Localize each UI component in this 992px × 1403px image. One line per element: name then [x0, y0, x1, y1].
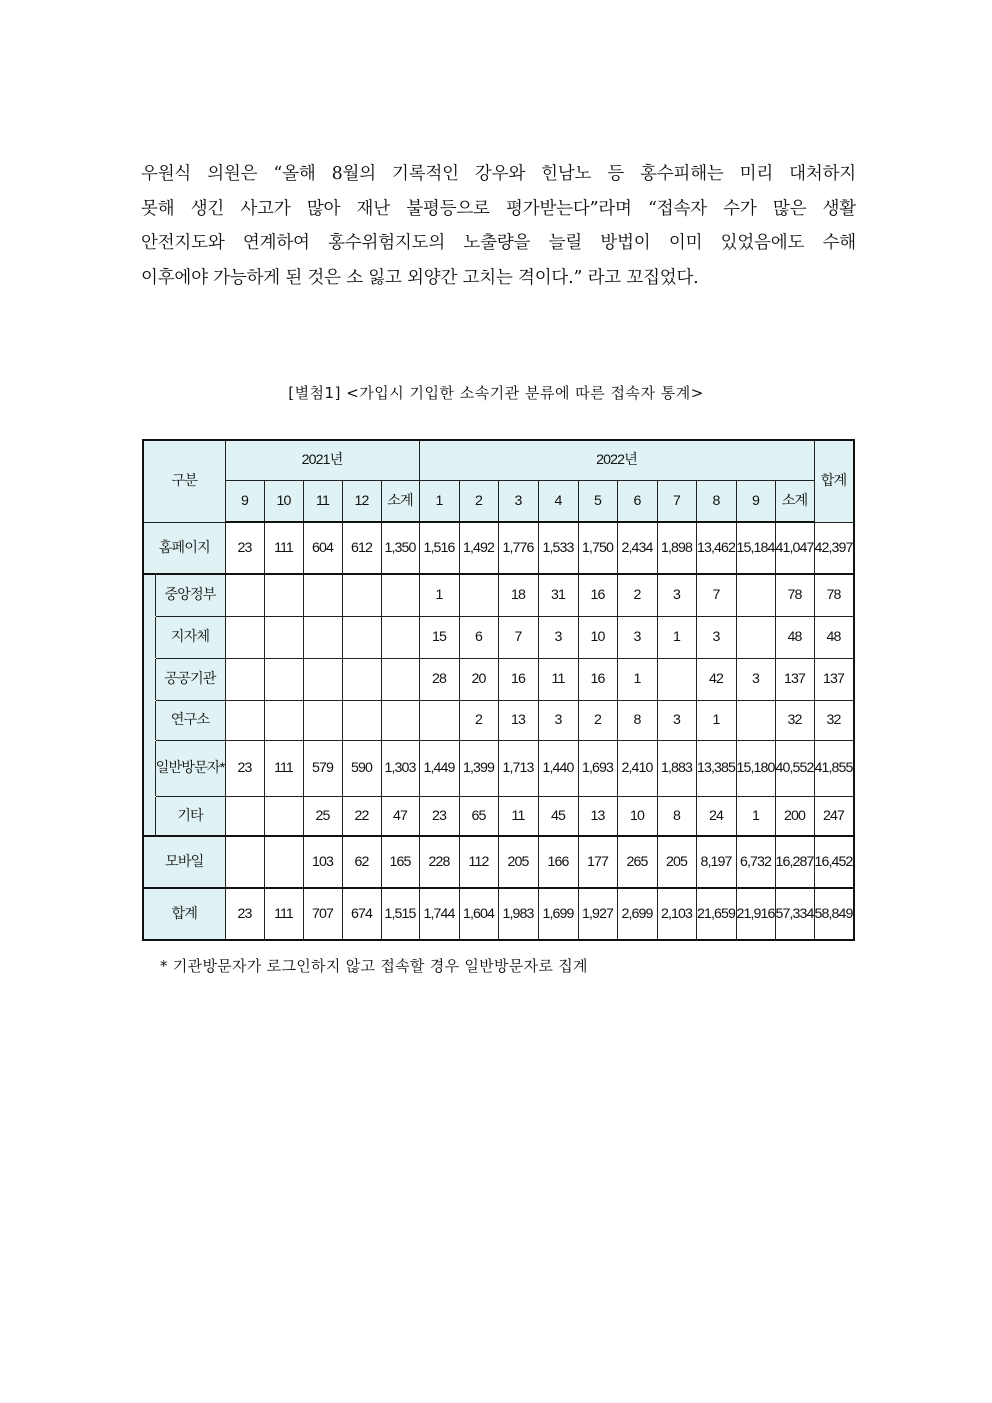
table-cell	[381, 574, 419, 616]
table-cell: 579	[303, 740, 342, 796]
paragraph-line: 안전지도와 연계하여 홍수위험지도의 노출량을 늘릴 방법이 이미 있었음에도 수해	[141, 233, 856, 253]
table-cell: 1,693	[578, 740, 617, 796]
table-cell: 1,776	[498, 522, 538, 574]
table-cell	[381, 616, 419, 658]
table-cell	[381, 658, 419, 700]
table-cell: 23	[419, 796, 459, 836]
table-cell: 10	[578, 616, 617, 658]
table-cell: 3	[657, 574, 696, 616]
indent-spacer	[143, 700, 155, 740]
table-cell: 11	[498, 796, 538, 836]
month-header: 5	[578, 480, 617, 522]
table-cell: 111	[264, 740, 303, 796]
table-cell: 7	[498, 616, 538, 658]
table-cell	[225, 658, 264, 700]
paragraph-line: 이후에야 가능하게 된 것은 소 잃고 외양간 고치는 격이다.” 라고 꼬집었다.	[141, 267, 699, 288]
table-cell: 23	[225, 522, 264, 574]
table-cell: 10	[617, 796, 657, 836]
table-cell: 1,515	[381, 888, 419, 940]
indent-spacer	[143, 740, 155, 796]
table-cell: 612	[342, 522, 381, 574]
table-row	[143, 836, 854, 888]
month-header: 9	[225, 480, 264, 522]
table-cell: 1	[736, 796, 775, 836]
table-cell	[225, 836, 264, 888]
table-cell: 24	[696, 796, 736, 836]
table-cell: 32	[775, 700, 814, 740]
footnote: * 기관방문자가 로그인하지 않고 접속할 경우 일반방문자로 집계	[160, 957, 588, 975]
table-cell: 18	[498, 574, 538, 616]
row-label: 공공기관	[155, 658, 225, 700]
month-header: 8	[696, 480, 736, 522]
table-cell	[736, 616, 775, 658]
table-cell	[225, 796, 264, 836]
table-cell: 23	[225, 740, 264, 796]
table-cell: 228	[419, 836, 459, 888]
table-cell: 13,462	[696, 522, 736, 574]
table-row	[143, 658, 854, 700]
table-cell: 707	[303, 888, 342, 940]
table-cell: 137	[775, 658, 814, 700]
table-cell: 21,659	[696, 888, 736, 940]
table-cell: 58,849	[814, 888, 854, 940]
table-cell: 112	[459, 836, 498, 888]
table-cell: 13,385	[696, 740, 736, 796]
table-cell: 2	[578, 700, 617, 740]
table-cell: 1,449	[419, 740, 459, 796]
table-cell	[381, 700, 419, 740]
table-cell: 1	[657, 616, 696, 658]
table-cell	[342, 574, 381, 616]
table-cell	[459, 574, 498, 616]
table-cell: 48	[775, 616, 814, 658]
table-cell: 65	[459, 796, 498, 836]
table-cell: 6	[459, 616, 498, 658]
table-cell: 2	[617, 574, 657, 616]
month-header: 1	[419, 480, 459, 522]
header-total: 합계	[814, 440, 854, 522]
header-category: 구분	[143, 440, 225, 522]
subtotal-header: 소계	[381, 480, 419, 522]
indent-spacer	[143, 574, 155, 616]
table-cell: 16,452	[814, 836, 854, 888]
table-cell: 8	[617, 700, 657, 740]
table-cell: 1,713	[498, 740, 538, 796]
table-cell: 3	[538, 700, 578, 740]
table-row	[143, 796, 854, 836]
table-cell: 22	[342, 796, 381, 836]
table-cell	[303, 616, 342, 658]
indent-spacer	[143, 796, 155, 836]
table-cell	[736, 700, 775, 740]
table-cell: 166	[538, 836, 578, 888]
table-cell: 1,440	[538, 740, 578, 796]
month-header: 9	[736, 480, 775, 522]
table-row	[143, 888, 854, 940]
table-cell: 177	[578, 836, 617, 888]
row-label: 기타	[155, 796, 225, 836]
table-cell: 13	[578, 796, 617, 836]
table-cell: 3	[657, 700, 696, 740]
table-cell: 78	[775, 574, 814, 616]
table-cell: 1,750	[578, 522, 617, 574]
table-cell: 590	[342, 740, 381, 796]
paragraph-line: 우원식 의원은 “올해 8월의 기록적인 강우와 힌남노 등 홍수피해는 미리 대처하지	[141, 164, 856, 184]
month-header: 6	[617, 480, 657, 522]
header-year-2021: 2021년	[225, 440, 419, 480]
table-cell: 6,732	[736, 836, 775, 888]
table-cell: 31	[538, 574, 578, 616]
table-cell: 1,533	[538, 522, 578, 574]
table-cell	[419, 700, 459, 740]
table-cell	[225, 616, 264, 658]
table-cell: 1,604	[459, 888, 498, 940]
table-cell: 205	[657, 836, 696, 888]
table-cell: 3	[736, 658, 775, 700]
table-cell: 674	[342, 888, 381, 940]
table-cell: 15	[419, 616, 459, 658]
table-cell: 40,552	[775, 740, 814, 796]
row-label: 일반방문자*	[155, 740, 225, 796]
table-cell: 16,287	[775, 836, 814, 888]
table-cell: 23	[225, 888, 264, 940]
table-cell	[342, 658, 381, 700]
table-cell: 41,047	[775, 522, 814, 574]
table-cell: 47	[381, 796, 419, 836]
table-cell: 7	[696, 574, 736, 616]
table-cell	[303, 658, 342, 700]
table-cell: 165	[381, 836, 419, 888]
table-cell: 57,334	[775, 888, 814, 940]
statistics-table	[142, 439, 855, 941]
table-cell: 8	[657, 796, 696, 836]
table-cell	[264, 796, 303, 836]
table-row	[143, 574, 854, 616]
table-cell	[303, 574, 342, 616]
table-cell: 3	[538, 616, 578, 658]
indent-spacer	[143, 616, 155, 658]
table-cell: 1,883	[657, 740, 696, 796]
table-cell: 1,983	[498, 888, 538, 940]
table-cell	[264, 574, 303, 616]
table-cell: 15,180	[736, 740, 775, 796]
row-label: 연구소	[155, 700, 225, 740]
subtotal-header: 소계	[775, 480, 814, 522]
row-label: 합계	[143, 888, 225, 940]
table-cell: 3	[696, 616, 736, 658]
table-cell: 247	[814, 796, 854, 836]
table-cell	[736, 574, 775, 616]
table-cell: 2,410	[617, 740, 657, 796]
month-header: 2	[459, 480, 498, 522]
table-cell: 45	[538, 796, 578, 836]
row-label: 지자체	[155, 616, 225, 658]
table-cell	[342, 616, 381, 658]
table-cell: 1	[696, 700, 736, 740]
month-header: 11	[303, 480, 342, 522]
month-header: 3	[498, 480, 538, 522]
table-cell: 42,397	[814, 522, 854, 574]
table-cell: 20	[459, 658, 498, 700]
table-row	[143, 740, 854, 796]
table-cell: 25	[303, 796, 342, 836]
table-cell: 2,103	[657, 888, 696, 940]
table-cell: 1,898	[657, 522, 696, 574]
table-cell: 16	[578, 658, 617, 700]
row-label: 홈페이지	[143, 522, 225, 574]
table-cell: 1,744	[419, 888, 459, 940]
table-cell: 265	[617, 836, 657, 888]
table-caption: [별첨1] <가입시 기입한 소속기관 분류에 따른 접속자 통계>	[288, 384, 704, 402]
table-cell: 1,399	[459, 740, 498, 796]
header-year-2022: 2022년	[419, 440, 814, 480]
table-cell: 78	[814, 574, 854, 616]
table-cell: 1,350	[381, 522, 419, 574]
table-cell: 42	[696, 658, 736, 700]
table-cell: 32	[814, 700, 854, 740]
table-cell	[342, 700, 381, 740]
table-cell: 1,516	[419, 522, 459, 574]
table-cell	[225, 700, 264, 740]
table-cell: 1,303	[381, 740, 419, 796]
table-row	[143, 700, 854, 740]
table-cell	[657, 658, 696, 700]
table-cell: 111	[264, 888, 303, 940]
table-cell	[264, 616, 303, 658]
table-cell: 16	[498, 658, 538, 700]
table-row	[143, 522, 854, 574]
table-cell: 103	[303, 836, 342, 888]
table-cell: 28	[419, 658, 459, 700]
table-cell: 604	[303, 522, 342, 574]
table-cell: 41,855	[814, 740, 854, 796]
table-cell: 2,434	[617, 522, 657, 574]
month-header: 7	[657, 480, 696, 522]
month-header: 12	[342, 480, 381, 522]
body-paragraph	[141, 157, 856, 295]
month-header: 4	[538, 480, 578, 522]
table-cell: 21,916	[736, 888, 775, 940]
table-cell	[264, 658, 303, 700]
table-cell: 1,492	[459, 522, 498, 574]
month-header: 10	[264, 480, 303, 522]
table-cell	[264, 836, 303, 888]
table-cell: 13	[498, 700, 538, 740]
indent-spacer	[143, 658, 155, 700]
row-label: 모바일	[143, 836, 225, 888]
table-cell: 3	[617, 616, 657, 658]
table-cell: 11	[538, 658, 578, 700]
table-cell: 1	[419, 574, 459, 616]
table-cell: 48	[814, 616, 854, 658]
table-cell: 2	[459, 700, 498, 740]
table-cell	[264, 700, 303, 740]
table-cell	[303, 700, 342, 740]
paragraph-line: 못해 생긴 사고가 많아 재난 불평등으로 평가받는다”라며 “접속자 수가 많은 생활	[141, 198, 856, 219]
table-cell: 15,184	[736, 522, 775, 574]
table-row	[143, 616, 854, 658]
table-cell: 1,699	[538, 888, 578, 940]
table-cell: 2,699	[617, 888, 657, 940]
table-cell: 137	[814, 658, 854, 700]
table-cell: 62	[342, 836, 381, 888]
table-cell: 200	[775, 796, 814, 836]
table-cell: 205	[498, 836, 538, 888]
table-cell: 16	[578, 574, 617, 616]
table-cell: 1,927	[578, 888, 617, 940]
row-label: 중앙정부	[155, 574, 225, 616]
table-cell: 1	[617, 658, 657, 700]
table-cell: 111	[264, 522, 303, 574]
table-cell	[225, 574, 264, 616]
table-cell: 8,197	[696, 836, 736, 888]
